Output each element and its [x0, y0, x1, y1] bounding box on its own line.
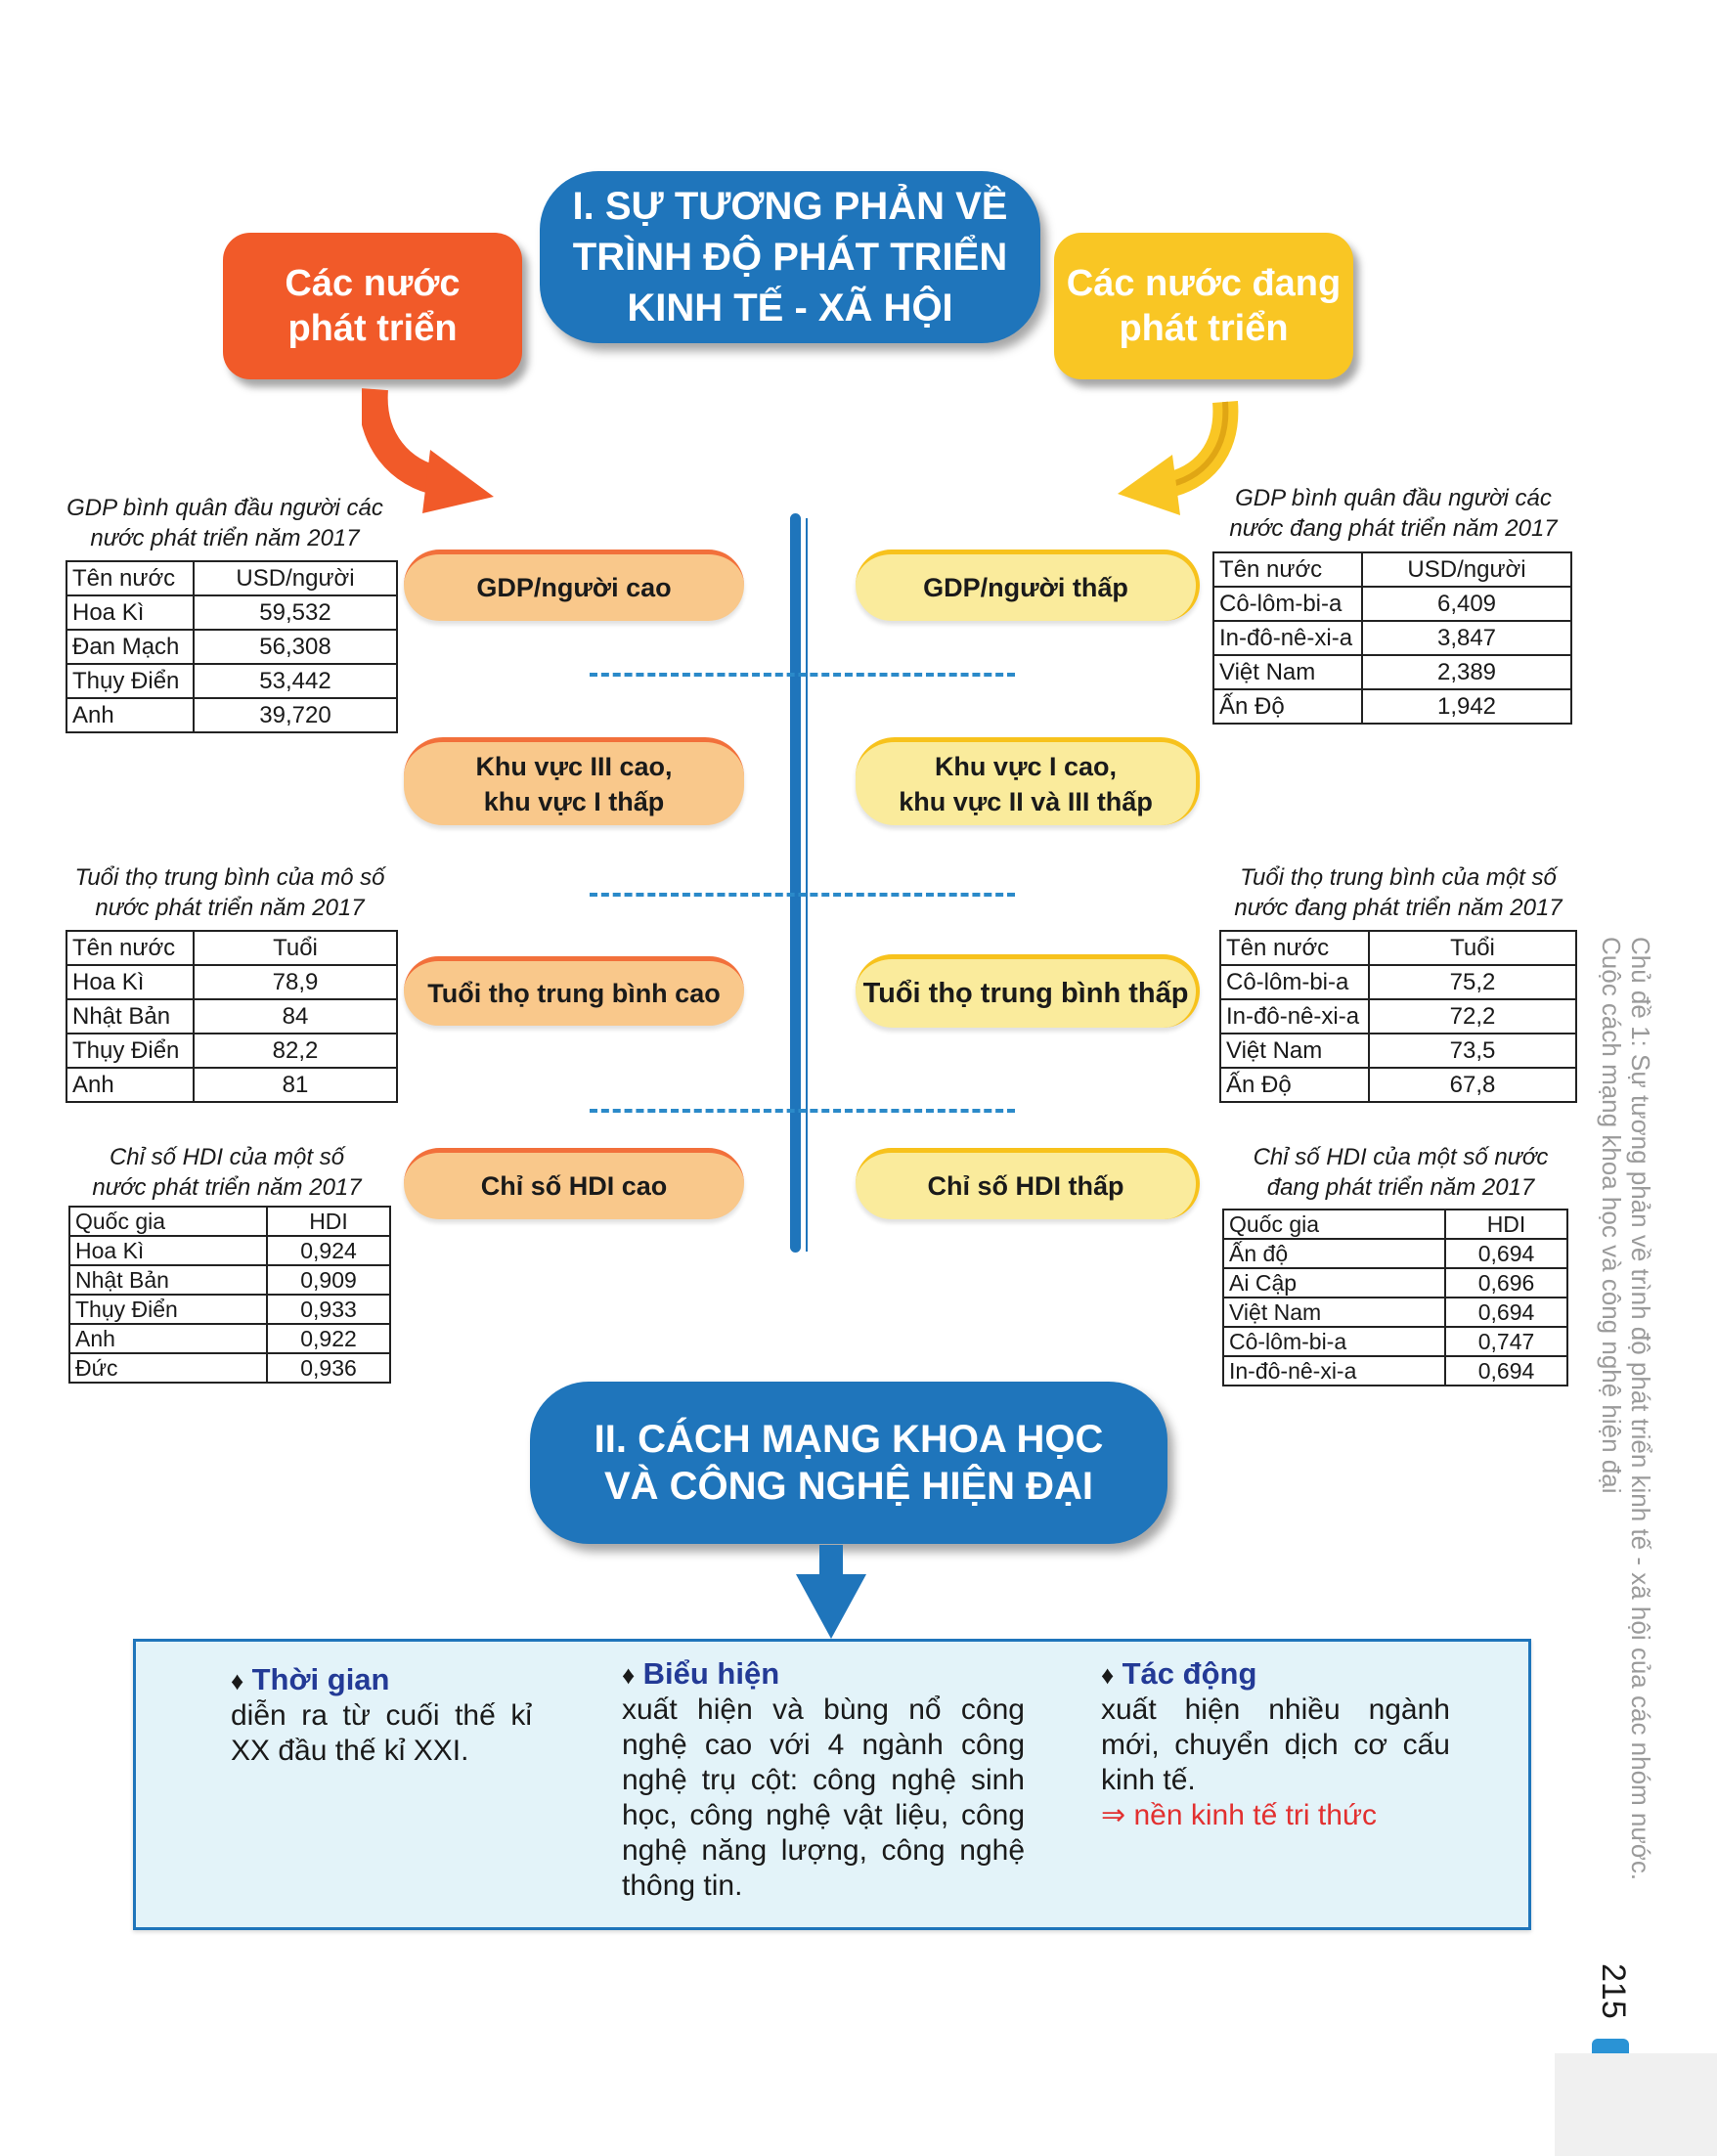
developing-life-table — [1219, 930, 1577, 1103]
down-arrow-icon — [792, 1545, 870, 1643]
table-cell: 0,909 — [267, 1265, 390, 1295]
table-cell: 0,933 — [267, 1295, 390, 1324]
table-header: Quốc gia — [1223, 1210, 1445, 1239]
table-cell: 82,2 — [194, 1034, 397, 1068]
impact-heading — [1101, 1656, 1450, 1693]
table-cell: Hoa Kì — [66, 595, 194, 630]
bullet-icon: ♦ — [1101, 1660, 1115, 1690]
developing-hdi-table — [1222, 1209, 1568, 1386]
table-cell: In-đô-nê-xi-a — [1223, 1356, 1445, 1386]
table-cell: Nhật Bản — [66, 999, 194, 1034]
developing-life-pill — [856, 954, 1200, 1028]
table-header: Tên nước — [1213, 552, 1362, 587]
implies-arrow-icon: ⇒ — [1101, 1799, 1126, 1831]
table-cell: Cô-lôm-bi-a — [1223, 1327, 1445, 1356]
center-divider — [790, 513, 801, 1253]
caption-line: nước phát triển năm 2017 — [90, 525, 360, 551]
table-cell: In-đô-nê-xi-a — [1220, 999, 1369, 1034]
table-cell: 2,389 — [1362, 655, 1571, 689]
table-header-row — [1213, 552, 1571, 587]
side-caption-line2: Cuộc cách mạng khoa học và công nghệ hiện đại — [1597, 937, 1626, 1494]
dashed-separator — [590, 1109, 1015, 1113]
developed-life-caption — [54, 862, 406, 923]
table-header: USD/người — [1362, 552, 1571, 587]
developed-hdi-caption — [51, 1142, 403, 1203]
table-row — [69, 1295, 390, 1324]
impact-column — [1101, 1656, 1450, 1833]
table-cell: Ấn Độ — [1220, 1068, 1369, 1102]
table-row — [69, 1265, 390, 1295]
developed-gdp-pill — [404, 550, 744, 621]
caption-line: Chỉ số HDI của một số — [109, 1144, 345, 1170]
table-row — [66, 630, 397, 664]
developed-life-text: Tuổi thọ trung bình cao — [427, 979, 721, 1008]
table-row — [1220, 999, 1576, 1034]
impact-text: xuất hiện nhiều ngành mới, chuyển dịch cơ cấu kinh tế. — [1101, 1694, 1450, 1796]
table-cell: In-đô-nê-xi-a — [1213, 621, 1362, 655]
table-cell: 78,9 — [194, 965, 397, 999]
developed-hdi-text: Chỉ số HDI cao — [480, 1171, 668, 1201]
table-cell: Nhật Bản — [69, 1265, 267, 1295]
developed-life-pill — [404, 956, 744, 1026]
side-caption — [1597, 937, 1655, 1954]
table-cell: 84 — [194, 999, 397, 1034]
table-cell: 75,2 — [1369, 965, 1576, 999]
table-header-row — [69, 1207, 390, 1236]
developed-gdp-caption — [49, 493, 401, 553]
table-row — [1220, 1034, 1576, 1068]
table-cell: Việt Nam — [1223, 1298, 1445, 1327]
developed-sector-pill — [404, 737, 744, 825]
table-row — [1213, 689, 1571, 724]
table-cell: Hoa Kì — [69, 1236, 267, 1265]
impact-result — [1101, 1798, 1450, 1833]
table-header: HDI — [267, 1207, 390, 1236]
table-header: Tên nước — [66, 561, 194, 595]
table-row — [69, 1236, 390, 1265]
table-cell: 39,720 — [194, 698, 397, 732]
section2-title — [530, 1382, 1167, 1544]
table-cell: 67,8 — [1369, 1068, 1576, 1102]
developing-gdp-text: GDP/người thấp — [923, 573, 1128, 602]
table-cell: 0,694 — [1445, 1239, 1567, 1268]
table-cell: Thụy Điển — [66, 664, 194, 698]
developing-sector-line1: Khu vực I cao, — [934, 751, 1118, 781]
caption-line: nước đang phát triển năm 2017 — [1229, 515, 1558, 542]
table-header-row — [1220, 931, 1576, 965]
table-row — [1213, 587, 1571, 621]
table-row — [66, 698, 397, 732]
caption-line: đang phát triển năm 2017 — [1266, 1174, 1535, 1201]
table-header: Tuổi — [1369, 931, 1576, 965]
table-cell: 0,696 — [1445, 1268, 1567, 1298]
table-cell: Anh — [69, 1324, 267, 1353]
table-header: HDI — [1445, 1210, 1567, 1239]
manifest-text: xuất hiện và bùng nổ công nghệ cao với 4 ngành công nghệ trụ cột: công nghệ sinh học, công nghệ vật liệu, công nghệ năng lượng, công nghệ thông tin. — [622, 1694, 1025, 1902]
time-text: diễn ra từ cuối thế kỉ XX đầu thế kỉ XXI. — [231, 1699, 532, 1767]
table-header: Quốc gia — [69, 1207, 267, 1236]
developing-label — [1054, 233, 1353, 379]
dashed-separator — [590, 893, 1015, 897]
manifest-heading-text: Biểu hiện — [642, 1656, 780, 1691]
table-row — [69, 1324, 390, 1353]
section2-title-line2: VÀ CÔNG NGHỆ HIỆN ĐẠI — [603, 1465, 1094, 1508]
page-number-text: 215 — [1595, 1962, 1632, 2019]
table-cell: Việt Nam — [1213, 655, 1362, 689]
table-row — [1223, 1239, 1567, 1268]
table-header: Tuổi — [194, 931, 397, 965]
caption-line: Tuổi thọ trung bình của một số — [1240, 864, 1557, 891]
table-row — [66, 1034, 397, 1068]
table-row — [66, 999, 397, 1034]
developing-life-text: Tuổi thọ trung bình thấp — [862, 978, 1189, 1009]
table-cell: 73,5 — [1369, 1034, 1576, 1068]
caption-line: GDP bình quân đầu người các — [1235, 485, 1552, 511]
table-row — [1223, 1327, 1567, 1356]
table-cell: 53,442 — [194, 664, 397, 698]
impact-result-text: nền kinh tế tri thức — [1133, 1799, 1378, 1831]
table-cell: Thụy Điển — [66, 1034, 194, 1068]
section1-title-line3: KINH TẾ - XÃ HỘI — [627, 286, 953, 330]
impact-heading-text: Tác động — [1122, 1656, 1257, 1691]
developing-hdi-text: Chỉ số HDI thấp — [927, 1171, 1124, 1201]
developing-sector-pill — [856, 737, 1200, 825]
caption-line: nước đang phát triển năm 2017 — [1234, 895, 1563, 921]
developing-hdi-pill — [856, 1148, 1200, 1219]
developing-gdp-table — [1212, 551, 1572, 725]
table-row — [69, 1353, 390, 1383]
table-cell: 0,694 — [1445, 1298, 1567, 1327]
table-cell: Hoa Kì — [66, 965, 194, 999]
time-heading — [231, 1662, 532, 1698]
table-header-row — [66, 561, 397, 595]
section2-title-line1: II. CÁCH MẠNG KHOA HỌC — [594, 1418, 1104, 1461]
table-header-row — [1223, 1210, 1567, 1239]
table-cell: Ấn độ — [1223, 1239, 1445, 1268]
developed-sector-line2: khu vực I thấp — [483, 786, 665, 816]
table-cell: Anh — [66, 698, 194, 732]
table-cell: Đan Mạch — [66, 630, 194, 664]
table-row — [1223, 1298, 1567, 1327]
table-row — [1220, 1068, 1576, 1102]
table-cell: 56,308 — [194, 630, 397, 664]
bullet-icon: ♦ — [231, 1666, 244, 1695]
caption-line: GDP bình quân đầu người các — [66, 495, 383, 521]
table-header: USD/người — [194, 561, 397, 595]
developed-gdp-table — [66, 560, 398, 733]
developing-label-line2: phát triển — [1119, 308, 1289, 349]
table-cell: Cô-lôm-bi-a — [1213, 587, 1362, 621]
table-row — [1223, 1268, 1567, 1298]
table-row — [1213, 655, 1571, 689]
dashed-separator — [590, 673, 1015, 677]
caption-line: nước phát triển năm 2017 — [95, 895, 365, 921]
table-cell: 3,847 — [1362, 621, 1571, 655]
developed-label — [223, 233, 522, 379]
caption-line: Tuổi thọ trung bình của mô số — [74, 864, 385, 891]
manifest-heading — [622, 1656, 1025, 1693]
table-cell: 59,532 — [194, 595, 397, 630]
table-cell: 72,2 — [1369, 999, 1576, 1034]
table-row — [66, 1068, 397, 1102]
developing-gdp-pill — [856, 550, 1200, 621]
table-row — [1220, 965, 1576, 999]
table-cell: 0,694 — [1445, 1356, 1567, 1386]
time-heading-text: Thời gian — [251, 1662, 390, 1696]
table-row — [1213, 621, 1571, 655]
section1-title — [540, 171, 1040, 343]
side-caption-line1: Chủ đề 1: Sự tương phản về trình độ phát triển kinh tế - xã hội của các nhóm nước. — [1626, 937, 1655, 1881]
page-number — [1593, 1952, 1632, 2030]
table-cell: 0,924 — [267, 1236, 390, 1265]
table-cell: 6,409 — [1362, 587, 1571, 621]
table-row — [66, 664, 397, 698]
table-cell: 0,936 — [267, 1353, 390, 1383]
table-cell: Anh — [66, 1068, 194, 1102]
caption-line: nước phát triển năm 2017 — [92, 1174, 362, 1201]
table-cell: 0,747 — [1445, 1327, 1567, 1356]
time-column — [231, 1662, 532, 1769]
table-cell: 1,942 — [1362, 689, 1571, 724]
developed-sector-line1: Khu vực III cao, — [475, 751, 673, 781]
developed-hdi-table — [68, 1206, 391, 1384]
table-header: Tên nước — [1220, 931, 1369, 965]
table-cell: Cô-lôm-bi-a — [1220, 965, 1369, 999]
table-header-row — [66, 931, 397, 965]
developed-label-line2: phát triển — [287, 308, 458, 349]
table-cell: Việt Nam — [1220, 1034, 1369, 1068]
developing-label-line1: Các nước đang — [1066, 263, 1342, 304]
developing-hdi-caption — [1222, 1142, 1579, 1203]
table-cell: 0,922 — [267, 1324, 390, 1353]
manifest-column — [622, 1656, 1025, 1904]
developed-label-line1: Các nước — [285, 263, 461, 304]
table-header: Tên nước — [66, 931, 194, 965]
table-cell: 81 — [194, 1068, 397, 1102]
table-cell: Ấn Độ — [1213, 689, 1362, 724]
table-row — [66, 595, 397, 630]
table-row — [1223, 1356, 1567, 1386]
table-cell: Thụy Điển — [69, 1295, 267, 1324]
developing-life-caption — [1217, 862, 1579, 923]
center-divider-thin — [806, 518, 808, 1252]
developed-life-table — [66, 930, 398, 1103]
developing-gdp-caption — [1212, 483, 1574, 544]
bullet-icon: ♦ — [622, 1660, 636, 1690]
developed-gdp-text: GDP/người cao — [476, 573, 672, 602]
section1-title-line2: TRÌNH ĐỘ PHÁT TRIỂN — [572, 236, 1008, 279]
page-corner — [1555, 2053, 1717, 2156]
caption-line: Chỉ số HDI của một số nước — [1253, 1144, 1549, 1170]
developed-hdi-pill — [404, 1148, 744, 1219]
table-cell: Đức — [69, 1353, 267, 1383]
table-cell: Ai Cập — [1223, 1268, 1445, 1298]
developing-sector-line2: khu vực II và III thấp — [899, 786, 1153, 816]
table-row — [66, 965, 397, 999]
section1-title-line1: I. SỰ TƯƠNG PHẢN VỀ — [572, 185, 1008, 228]
